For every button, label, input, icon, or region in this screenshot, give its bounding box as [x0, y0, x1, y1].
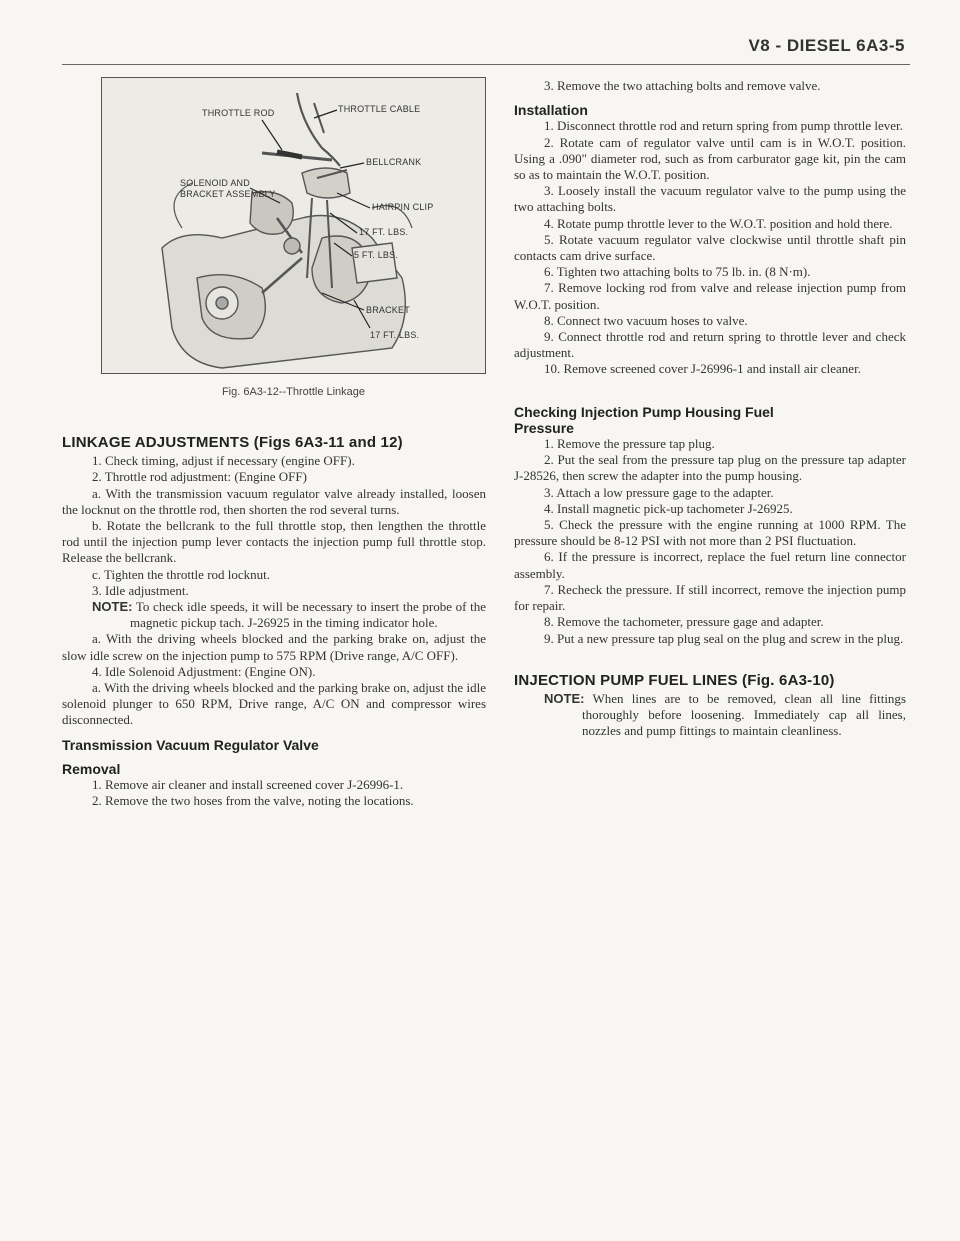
left-step-2a: a. With the transmission vacuum regulator valve already installed, loosen the locknut on the throttle rod, then shorten the rod several turns. — [62, 485, 486, 517]
install-step-6: 6. Tighten two attaching bolts to 75 lb. in. (8 N·m). — [544, 264, 811, 280]
install-step-10: 10. Remove screened cover J-26996-1 and install air cleaner. — [544, 361, 861, 377]
label-bracket: BRACKET — [366, 305, 410, 315]
check-step-2: 2. Put the seal from the pressure tap plug on the pressure tap adapter J-28526, then screw the adapter into the pump housing. — [514, 452, 906, 484]
left-step-4a: a. With the driving wheels blocked and the parking brake on, adjust the idle solenoid plunger to 650 RPM, Drive range, A/C ON and compressor wires disconnected. — [62, 680, 486, 728]
check-step-3: 3. Attach a low pressure gage to the adapter. — [544, 484, 774, 500]
install-step-3: 3. Loosely install the vacuum regulator valve to the pump using the two attaching bolts. — [514, 183, 906, 215]
throttle-linkage-illustration — [102, 78, 485, 373]
right-note — [544, 691, 906, 740]
throttle-linkage-figure — [101, 77, 486, 374]
install-step-8: 8. Connect two vacuum hoses to valve. — [544, 312, 748, 328]
right-note-label: NOTE: — [544, 690, 585, 706]
check-step-1: 1. Remove the pressure tap plug. — [544, 436, 715, 452]
right-column — [514, 78, 906, 740]
left-step-2b: b. Rotate the bellcrank to the full throttle stop, then lengthen the throttle rod until the injection pump lever contacts the injection pump full throttle stop. Release the bellcrank. — [62, 518, 486, 566]
check-step-7: 7. Recheck the pressure. If still incorrect, remove the injection pump for repair. — [514, 581, 906, 614]
heading-removal: Removal — [62, 760, 121, 777]
install-step-7: 7. Remove locking rod from valve and release injection pump from W.O.T. position. — [514, 280, 906, 312]
removal-step-3: 3. Remove the two attaching bolts and remove valve. — [544, 78, 821, 93]
heading-injection-pump-fuel-lines: INJECTION PUMP FUEL LINES (Fig. 6A3-10) — [514, 671, 835, 689]
label-bellcrank: BELLCRANK — [366, 157, 422, 167]
heading-transmission-vacuum-regulator: Transmission Vacuum Regulator Valve — [62, 736, 319, 753]
left-note-label: NOTE: — [92, 599, 133, 615]
check-step-6: 6. If the pressure is incorrect, replace the fuel return line connector assembly. — [514, 549, 906, 581]
install-step-5: 5. Rotate vacuum regulator valve clockwise until throttle shaft pin contacts cam drive surface. — [514, 231, 906, 264]
label-torque-17-upper: 17 FT. LBS. — [359, 227, 409, 237]
page-header: V8 - DIESEL 6A3-5 — [748, 36, 905, 55]
left-note-text: To check idle speeds, it will be necessary to insert the probe of the magnetic pickup tach. J-26925 in the timing indicator hole. — [130, 599, 486, 631]
left-step-4: 4. Idle Solenoid Adjustment: (Engine ON). — [92, 663, 316, 679]
heading-checking-pressure-line2: Pressure — [514, 419, 574, 436]
label-solenoid-line1: SOLENOID AND — [180, 178, 250, 188]
install-step-4: 4. Rotate pump throttle lever to the W.O.T. position and hold there. — [544, 215, 893, 231]
left-step-2c: c. Tighten the throttle rod locknut. — [92, 566, 271, 582]
label-throttle-rod: THROTTLE ROD — [202, 108, 275, 118]
check-step-5: 5. Check the pressure with the engine running at 1000 RPM. The pressure should be 8-12 PSI with not more than 2 PSI fluctuation. — [514, 517, 906, 549]
right-note-text: When lines are to be removed, clean all line fittings thoroughly before loosening. Immediately cap all lines, nozzles and pump fittings to maintain cleanliness. — [582, 690, 906, 739]
header-rule — [62, 64, 910, 65]
figure-caption: Fig. 6A3-12--Throttle Linkage — [221, 386, 366, 398]
left-step-1: 1. Check timing, adjust if necessary (engine OFF). — [92, 453, 355, 469]
heading-linkage-adjustments: LINKAGE ADJUSTMENTS (Figs 6A3-11 and 12) — [62, 434, 403, 451]
left-step-2: 2. Throttle rod adjustment: (Engine OFF) — [92, 469, 307, 485]
label-torque-5: 5 FT. LBS. — [354, 250, 399, 260]
heading-checking-pressure-line1: Checking Injection Pump Housing Fuel — [514, 403, 774, 420]
left-note — [92, 599, 486, 631]
check-step-8: 8. Remove the tachometer, pressure gage and adapter. — [544, 614, 824, 630]
label-solenoid-line2: BRACKET ASSEMBLY — [180, 189, 276, 199]
left-column — [62, 435, 486, 809]
install-step-9: 9. Connect throttle rod and return spring to throttle lever and check adjustment. — [514, 329, 906, 361]
install-step-1: 1. Disconnect throttle rod and return spring from pump throttle lever. — [544, 118, 903, 134]
check-step-4: 4. Install magnetic pick-up tachometer J-26925. — [544, 500, 793, 516]
label-torque-17-lower: 17 FT. LBS. — [370, 330, 420, 340]
removal-step-1: 1. Remove air cleaner and install screened cover J-26996-1. — [92, 777, 404, 793]
heading-installation: Installation — [514, 102, 588, 119]
label-hairpin-clip: HAIRPIN CLIP — [372, 202, 434, 212]
label-throttle-cable: THROTTLE CABLE — [338, 104, 421, 114]
install-step-2: 2. Rotate cam of regulator valve until cam is in W.O.T. position. Using a .090" diameter rod, such as from carburator gage kit, pin the cam so as to maintain the W.O.T. position. — [514, 134, 906, 183]
check-step-9: 9. Put a new pressure tap plug seal on the plug and screw in the plug. — [544, 630, 904, 646]
removal-step-2: 2. Remove the two hoses from the valve, noting the locations. — [92, 793, 414, 809]
left-step-3: 3. Idle adjustment. — [92, 582, 189, 598]
left-step-3a: a. With the driving wheels blocked and the parking brake on, adjust the slow idle screw on the injection pump to 575 RPM (Drive range, A/C OFF). — [62, 631, 486, 663]
